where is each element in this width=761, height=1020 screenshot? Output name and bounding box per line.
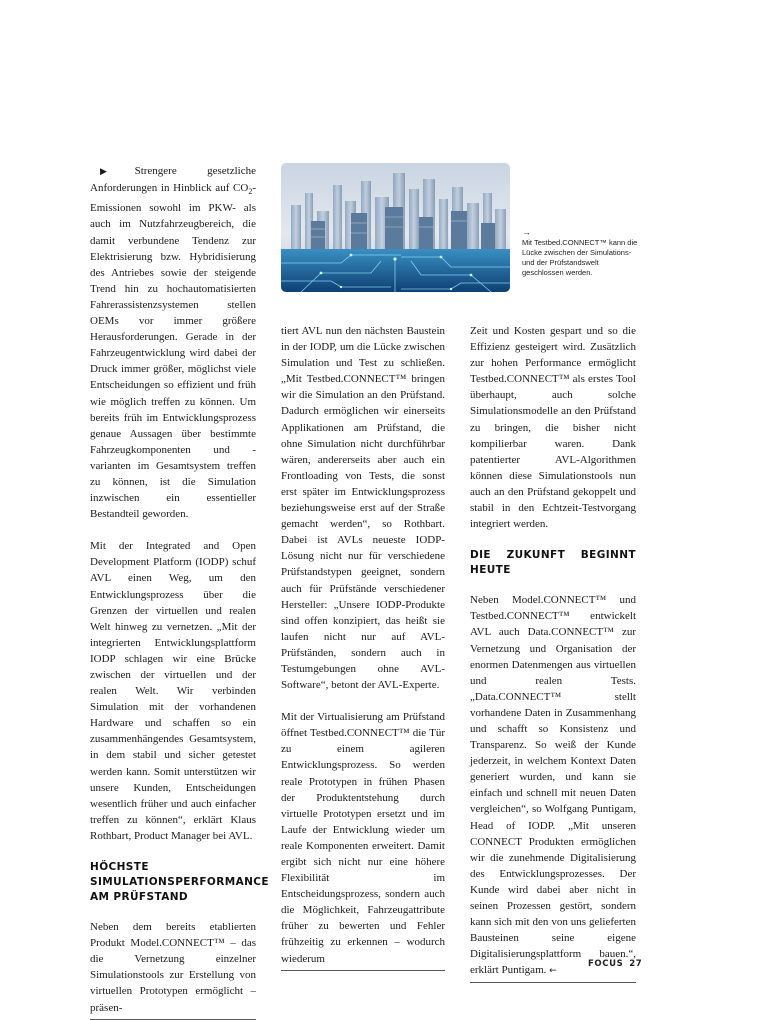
intro-paragraph xyxy=(90,163,256,522)
section-heading: DIE ZUKUNFT BEGINNT HEUTE xyxy=(470,549,636,577)
co2-subscript: 2 xyxy=(248,187,253,197)
intro-text-a: Strengere gesetzliche Anforderungen in Hinblick auf CO xyxy=(90,165,256,195)
column-end-rule xyxy=(281,970,445,971)
image-caption xyxy=(522,227,640,278)
arrow-right-icon: → xyxy=(522,227,531,237)
paragraph-text: Neben Model.CONNECT™ und Testbed.CONNECT™ entwickelt AVL auch Data.CONNECT™ zur Vernetzung und Organisation der enormen Datenmengen aus virtuellen und realen Tests. „Data.CONNECT™ stellt vorhandene Daten in Zusammenhang und schafft so Konsistenz und Transparenz. So weiß der Kunde jederzeit, in welchem Kontext Daten generiert wurden, und kann sie einfach und schnell mit neuen Daten vergleichen“, so Wolfgang Puntigam, Head of IODP. „Mit unseren CONNECT Produkten ermöglichen wir die zunehmende Digitalisierung des Entwicklungsprozesses. Der Kunde wird dabei aber nicht in seinen Prozessen gestört, sondern kann sich mit den von uns gelieferten Bausteinen seine eigene Digitalisierungsplattform bauen.“, erklärt Puntigam. xyxy=(470,594,636,977)
end-arrow-icon: ← xyxy=(549,966,557,977)
city-illustration xyxy=(281,163,510,292)
hero-image xyxy=(281,163,510,292)
paragraph: Zeit und Kosten gespart und so die Effizienz gesteigert wird. Zusätzlich zur hohen Performance ermöglicht Testbed.CONNECT™ als erstes Tool überhaupt, auch solche Simulationsmodelle an den Prüfstand zu bringen, die bisher nicht kompilierbar waren. Dank patentierter AVL-Algorithmen können diese Simulationstools nun auch an den Prüfstand gekoppelt und stabil in den Echtzeit-Testvorgang integriert werden. xyxy=(470,325,636,531)
paragraph xyxy=(470,592,636,979)
paragraph: tiert AVL nun den nächsten Baustein in der IODP, um die Lücke zwischen Simulation und Test zu schließen. „Mit Testbed.CONNECT™ bringen wir die Simulation an den Prüfstand. Dadurch ermöglichen wir einerseits Applikationen am Prüfstand, die ohne Simulation nicht durchführbar wären, andererseits aber auch ein Frontloading von Tests, die sonst erst später im Entwicklungsprozess beziehungsweise erst auf der Straße gemacht werden“, so Rothbart. Dabei ist AVLs neueste IODP-Lösung nicht nur für verschiedene Prüfstandstypen geeignet, sondern auch für Prüfstände verschiedener Hersteller: „Unsere IODP-Produkte sind offen konzipiert, das heißt sie laufen nicht nur auf AVL-Prüfständen, sondern auch in Testumgebungen ohne AVL-Software“, betont der AVL-Experte. xyxy=(281,325,445,692)
page-footer xyxy=(588,959,642,969)
magazine-section-label: FOCUS xyxy=(588,959,624,969)
intro-text-b: -Emissionen sowohl im PKW- als auch im Nutzfahrzeugbereich, die damit verbundene Tendenz zur Elektrisierung bzw. Hybridisierung des Antriebes sowie der steigende Trend hin zu hochautomatisierten Fahrerassistenzsystemen stellen OEMs vor immer größere Herausforderungen. Gerade in der Fahrzeugentwicklung wird dabei der Druck immer größer, möglichst viele Entscheidungen so effizient und früh wie möglich treffen zu können. Um bereits früh im Entwicklungsprozess genaue Aussagen über bestimmte Fahrzeugkomponenten und -varianten im Gesamtsystem treffen zu können, ist die Simulation inzwischen ein essentieller Bestandteil geworden. xyxy=(90,182,256,521)
paragraph: Neben dem bereits etablierten Produkt Model.CONNECT™ – das die Vernetzung einzelner Simulationstools zur Erstellung von virtuellen Prototypen ermöglicht – präsen- xyxy=(90,921,256,1014)
text-column-2 xyxy=(281,323,445,971)
page-number: 27 xyxy=(629,959,643,969)
text-column-3 xyxy=(470,323,636,983)
text-column-1 xyxy=(90,163,269,1020)
caption-text: Mit Testbed.CONNECT™ kann die Lücke zwischen der Simulations- und der Prüfstandswelt geschlossen werden. xyxy=(522,238,638,277)
play-marker-icon: ▶ xyxy=(100,167,135,177)
column-end-rule xyxy=(470,982,636,983)
column-end-rule xyxy=(90,1019,256,1020)
paragraph: Mit der Integrated and Open Development Platform (IODP) schuf AVL einen Weg, um den Entwicklungsprozess über die Grenzen der virtuellen und realen Welt hinweg zu vernetzen. „Mit der integrierten Entwicklungsplattform IODP schlagen wir eine Brücke zwischen der virtuellen und der realen Welt. Wir verbinden Simulation mit der vorhandenen Hardware und schaffen so ein zusammenhängendes Gesamtsystem, in dem stabil und sicher getestet werden kann. Somit unterstützen wir unsere Kunden, Entscheidungen wesentlich früher und auch einfacher treffen zu können“, erklärt Klaus Rothbart, Product Manager bei AVL. xyxy=(90,540,256,842)
paragraph: Mit der Virtualisierung am Prüfstand öffnet Testbed.CONNECT™ die Tür zu einem agileren Entwicklungsprozess. So werden reale Prototypen in frühen Phasen der Produktentstehung durch virtuelle Prototypen ersetzt und im Laufe der Entwicklung wieder um reale Komponenten erweitert. Damit ergibt sich nicht nur eine höhere Flexibilität im Entscheidungsprozess, sondern auch die Möglichkeit, Fahrzeugattribute früher zu bewerten und Fehler frühzeitig zu erkennen – wodurch wiederum xyxy=(281,711,445,965)
section-heading: HÖCHSTE SIMULATIONSPERFORMANCE AM PRÜFSTAND xyxy=(90,861,269,904)
